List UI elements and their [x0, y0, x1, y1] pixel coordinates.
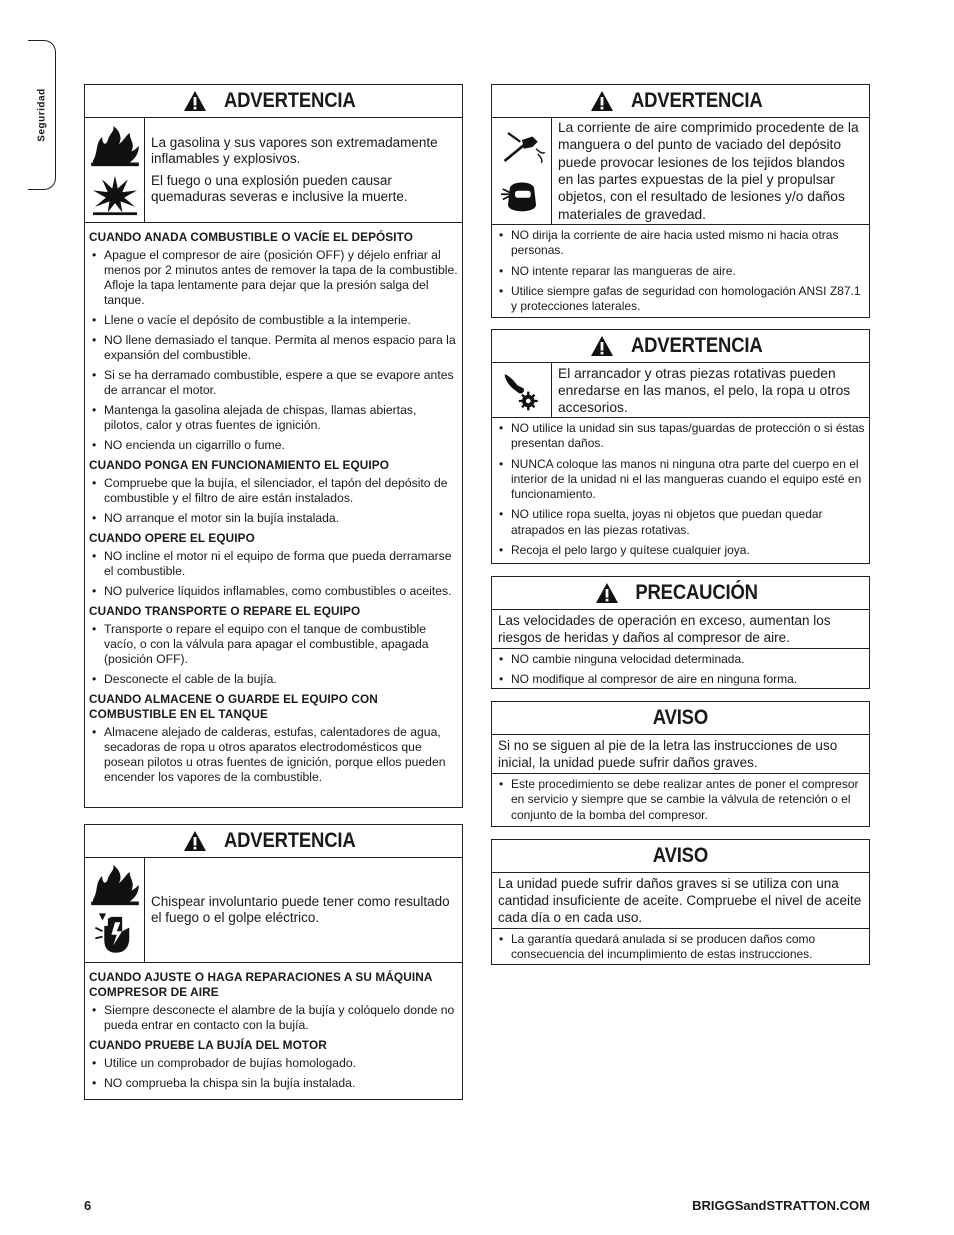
box-title: PRECAUCIÓN — [635, 581, 758, 604]
list-item: • Mantenga la gasolina alejada de chispas, llamas abiertas, pilotos, calor y otras fuentes de ignición. — [89, 403, 458, 433]
bullet-list — [89, 549, 458, 599]
spark-warning-box — [84, 824, 463, 1100]
box-content — [492, 774, 869, 832]
section-heading: CUANDO TRANSPORTE O REPARE EL EQUIPO — [89, 604, 361, 618]
box-title: ADVERTENCIA — [630, 334, 763, 357]
list-item: • NO intente reparar las mangueras de aire. — [496, 264, 865, 279]
page-number: 6 — [84, 1198, 92, 1213]
bullet-list — [89, 725, 458, 785]
list-item: • Siempre desconecte el alambre de la bujía y colóquelo donde no pueda entrar en contacto con la bujía. — [89, 1003, 458, 1033]
box-content — [492, 225, 869, 323]
hazard-icons — [492, 118, 552, 224]
hazard-text: El arrancador y otras piezas rotativas pueden enredarse en las manos, el pelo, la ropa u otros accesorios. — [558, 365, 851, 415]
section-heading: CUANDO OPERE EL EQUIPO — [89, 531, 255, 545]
hazard-icons — [85, 118, 145, 222]
box-title: ADVERTENCIA — [223, 89, 356, 112]
warning-triangle-icon — [183, 90, 207, 112]
hazard-icons — [85, 858, 145, 962]
box-title: AVISO — [652, 844, 709, 867]
entanglement-icon — [500, 367, 544, 413]
warning-triangle-icon — [183, 830, 207, 852]
bullet-list — [89, 476, 458, 526]
box-title: AVISO — [652, 706, 709, 729]
list-item: • Desconecte el cable de la bujía. — [89, 672, 458, 687]
bullet-list — [89, 1003, 458, 1033]
list-item: • Este procedimiento se debe realizar antes de poner el compresor en servicio y siempre que se cambie la válvula de retención o el conjunto de la bomba del compresor. — [496, 777, 865, 823]
bullet-list — [89, 622, 458, 687]
list-item: • NO incline el motor ni el equipo de forma que pueda derramarse el combustible. — [89, 549, 458, 579]
box-content — [492, 929, 869, 972]
list-item: • NO utilice la unidad sin sus tapas/guardas de protección o si éstas presentan daños. — [496, 421, 865, 452]
hazard-text: Chispear involuntario puede tener como resultado el fuego o el golpe eléctrico. — [151, 894, 450, 925]
bullet-list — [496, 228, 865, 314]
box-header — [492, 702, 869, 735]
hazard-text: La gasolina y sus vapores son extremadamente inflamables y explosivos. — [151, 135, 438, 166]
hazard-row — [85, 858, 462, 963]
list-item: • NO encienda un cigarrillo o fume. — [89, 438, 458, 453]
list-item: • NO modifique al compresor de aire en ninguna forma. — [496, 672, 865, 687]
box-content — [85, 223, 462, 794]
list-item: • La garantía quedará anulada si se producen daños como consecuencia del incumplimiento de estas instrucciones. — [496, 932, 865, 963]
bullet-list — [496, 652, 865, 688]
list-item: • Apague el compresor de aire (posición OFF) y déjelo enfriar al menos por 2 minutos antes de remover la tapa de la combustible. Afloje la tapa lentamente para dejar que la presión salga del tanque. — [89, 248, 458, 308]
notice-box-initial-use — [491, 701, 870, 827]
gasoline-warning-box — [84, 84, 463, 808]
bullet-list — [89, 248, 458, 453]
bullet-list — [496, 932, 865, 963]
electric-shock-icon — [88, 908, 142, 958]
box-header — [492, 330, 869, 363]
hazard-row — [85, 118, 462, 223]
caution-message: Las velocidades de operación en exceso, aumentan los riesgos de heridas y daños al compresor de aire. — [492, 610, 869, 649]
warning-triangle-icon — [590, 90, 614, 112]
list-item: • Transporte o repare el equipo con el tanque de combustible vacío, o con la válvula para apagar el combustible, apagada (posición OFF). — [89, 622, 458, 667]
section-heading: CUANDO PRUEBE LA BUJÍA DEL MOTOR — [89, 1038, 327, 1052]
list-item: • NO dirija la corriente de aire hacia usted mismo ni hacia otras personas. — [496, 228, 865, 259]
list-item: • Utilice siempre gafas de seguridad con homologación ANSI Z87.1 y protecciones laterales. — [496, 284, 865, 315]
hazard-row — [492, 118, 869, 225]
box-content — [492, 649, 869, 697]
section-heading: CUANDO ALMACENE O GUARDE EL EQUIPO CON COMBUSTIBLE EN EL TANQUE — [89, 692, 378, 721]
compressed-air-warning-box — [491, 84, 870, 318]
list-item: • Recoja el pelo largo y quítese cualquier joya. — [496, 543, 865, 558]
hazard-text: El fuego o una explosión pueden causar quemaduras severas e inclusive la muerte. — [151, 173, 408, 204]
bullet-list — [496, 421, 865, 558]
box-header — [85, 825, 462, 858]
box-header — [492, 85, 869, 118]
box-content — [492, 418, 869, 567]
list-item: • Llene o vacíe el depósito de combustible a la intemperie. — [89, 313, 458, 328]
list-item: • NUNCA coloque las manos ni ninguna otra parte del cuerpo en el interior de la unidad ni el las mangueras cuando el equipo esté en funcionamiento. — [496, 457, 865, 503]
hazard-text: La corriente de aire comprimido procedente de la manguera o del punto de vaciado del depósito puede provocar lesiones de los tejidos blandos en las partes expuestas de la piel y propulsar objetos, con el resultado de lesiones y/o daños materiales de gravedad. — [558, 119, 859, 222]
explosion-icon — [88, 172, 142, 216]
bullet-list — [89, 1056, 458, 1091]
hazard-icons — [492, 363, 552, 417]
hazard-row — [492, 363, 869, 418]
fire-icon — [88, 863, 142, 907]
box-title: ADVERTENCIA — [630, 89, 763, 112]
rotating-parts-warning-box — [491, 329, 870, 564]
bullet-list — [496, 777, 865, 823]
side-tab-label: Seguridad — [36, 88, 47, 142]
list-item: • Si se ha derramado combustible, espere a que se evapore antes de arrancar el motor. — [89, 368, 458, 398]
list-item: • NO comprueba la chispa sin la bujía instalada. — [89, 1076, 458, 1091]
box-content — [85, 963, 462, 1100]
notice-message: La unidad puede sufrir daños graves si se utiliza con una cantidad insuficiente de aceite. Compruebe el nivel de aceite cada día o en cada uso. — [492, 873, 869, 929]
notice-message: Si no se siguen al pie de la letra las instrucciones de uso inicial, la unidad puede sufrir daños graves. — [492, 735, 869, 774]
box-header — [492, 577, 869, 610]
section-heading: CUANDO AJUSTE O HAGA REPARACIONES A SU MÁQUINA COMPRESOR DE AIRE — [89, 970, 433, 999]
list-item: • Almacene alejado de calderas, estufas, calentadores de agua, secadoras de ropa u otros aparatos electrodomésticos que posean pilotos u otras fuentes de ignición, porque ellos pueden encender los vapores de la combustible. — [89, 725, 458, 785]
box-header — [492, 840, 869, 873]
box-header — [85, 85, 462, 118]
list-item: • NO llene demasiado el tanque. Permita al menos espacio para la expansión del combustible. — [89, 333, 458, 363]
list-item: • NO utilice ropa suelta, joyas ni objetos que puedan quedar atrapados en las piezas rotativas. — [496, 507, 865, 538]
footer-website: BRIGGSandSTRATTON.COM — [692, 1198, 870, 1213]
list-item: • Utilice un comprobador de bujías homologado. — [89, 1056, 458, 1071]
air-hose-icon — [497, 126, 547, 168]
safety-goggles-icon — [497, 175, 547, 217]
notice-box-oil-level — [491, 839, 870, 965]
section-heading: CUANDO ANADA COMBUSTIBLE O VACÍE EL DEPÓSITO — [89, 230, 414, 244]
section-side-tab — [28, 40, 56, 190]
fire-icon — [88, 124, 142, 168]
list-item: • Compruebe que la bujía, el silenciador, el tapón del depósito de combustible y el filtro de aire están instalados. — [89, 476, 458, 506]
box-title: ADVERTENCIA — [223, 829, 356, 852]
caution-box — [491, 576, 870, 689]
warning-triangle-icon — [595, 582, 619, 604]
list-item: • NO arranque el motor sin la bujía instalada. — [89, 511, 458, 526]
section-heading: CUANDO PONGA EN FUNCIONAMIENTO EL EQUIPO — [89, 458, 390, 472]
list-item: • NO pulverice líquidos inflamables, como combustibles o aceites. — [89, 584, 458, 599]
warning-triangle-icon — [590, 335, 614, 357]
list-item: • NO cambie ninguna velocidad determinada. — [496, 652, 865, 667]
